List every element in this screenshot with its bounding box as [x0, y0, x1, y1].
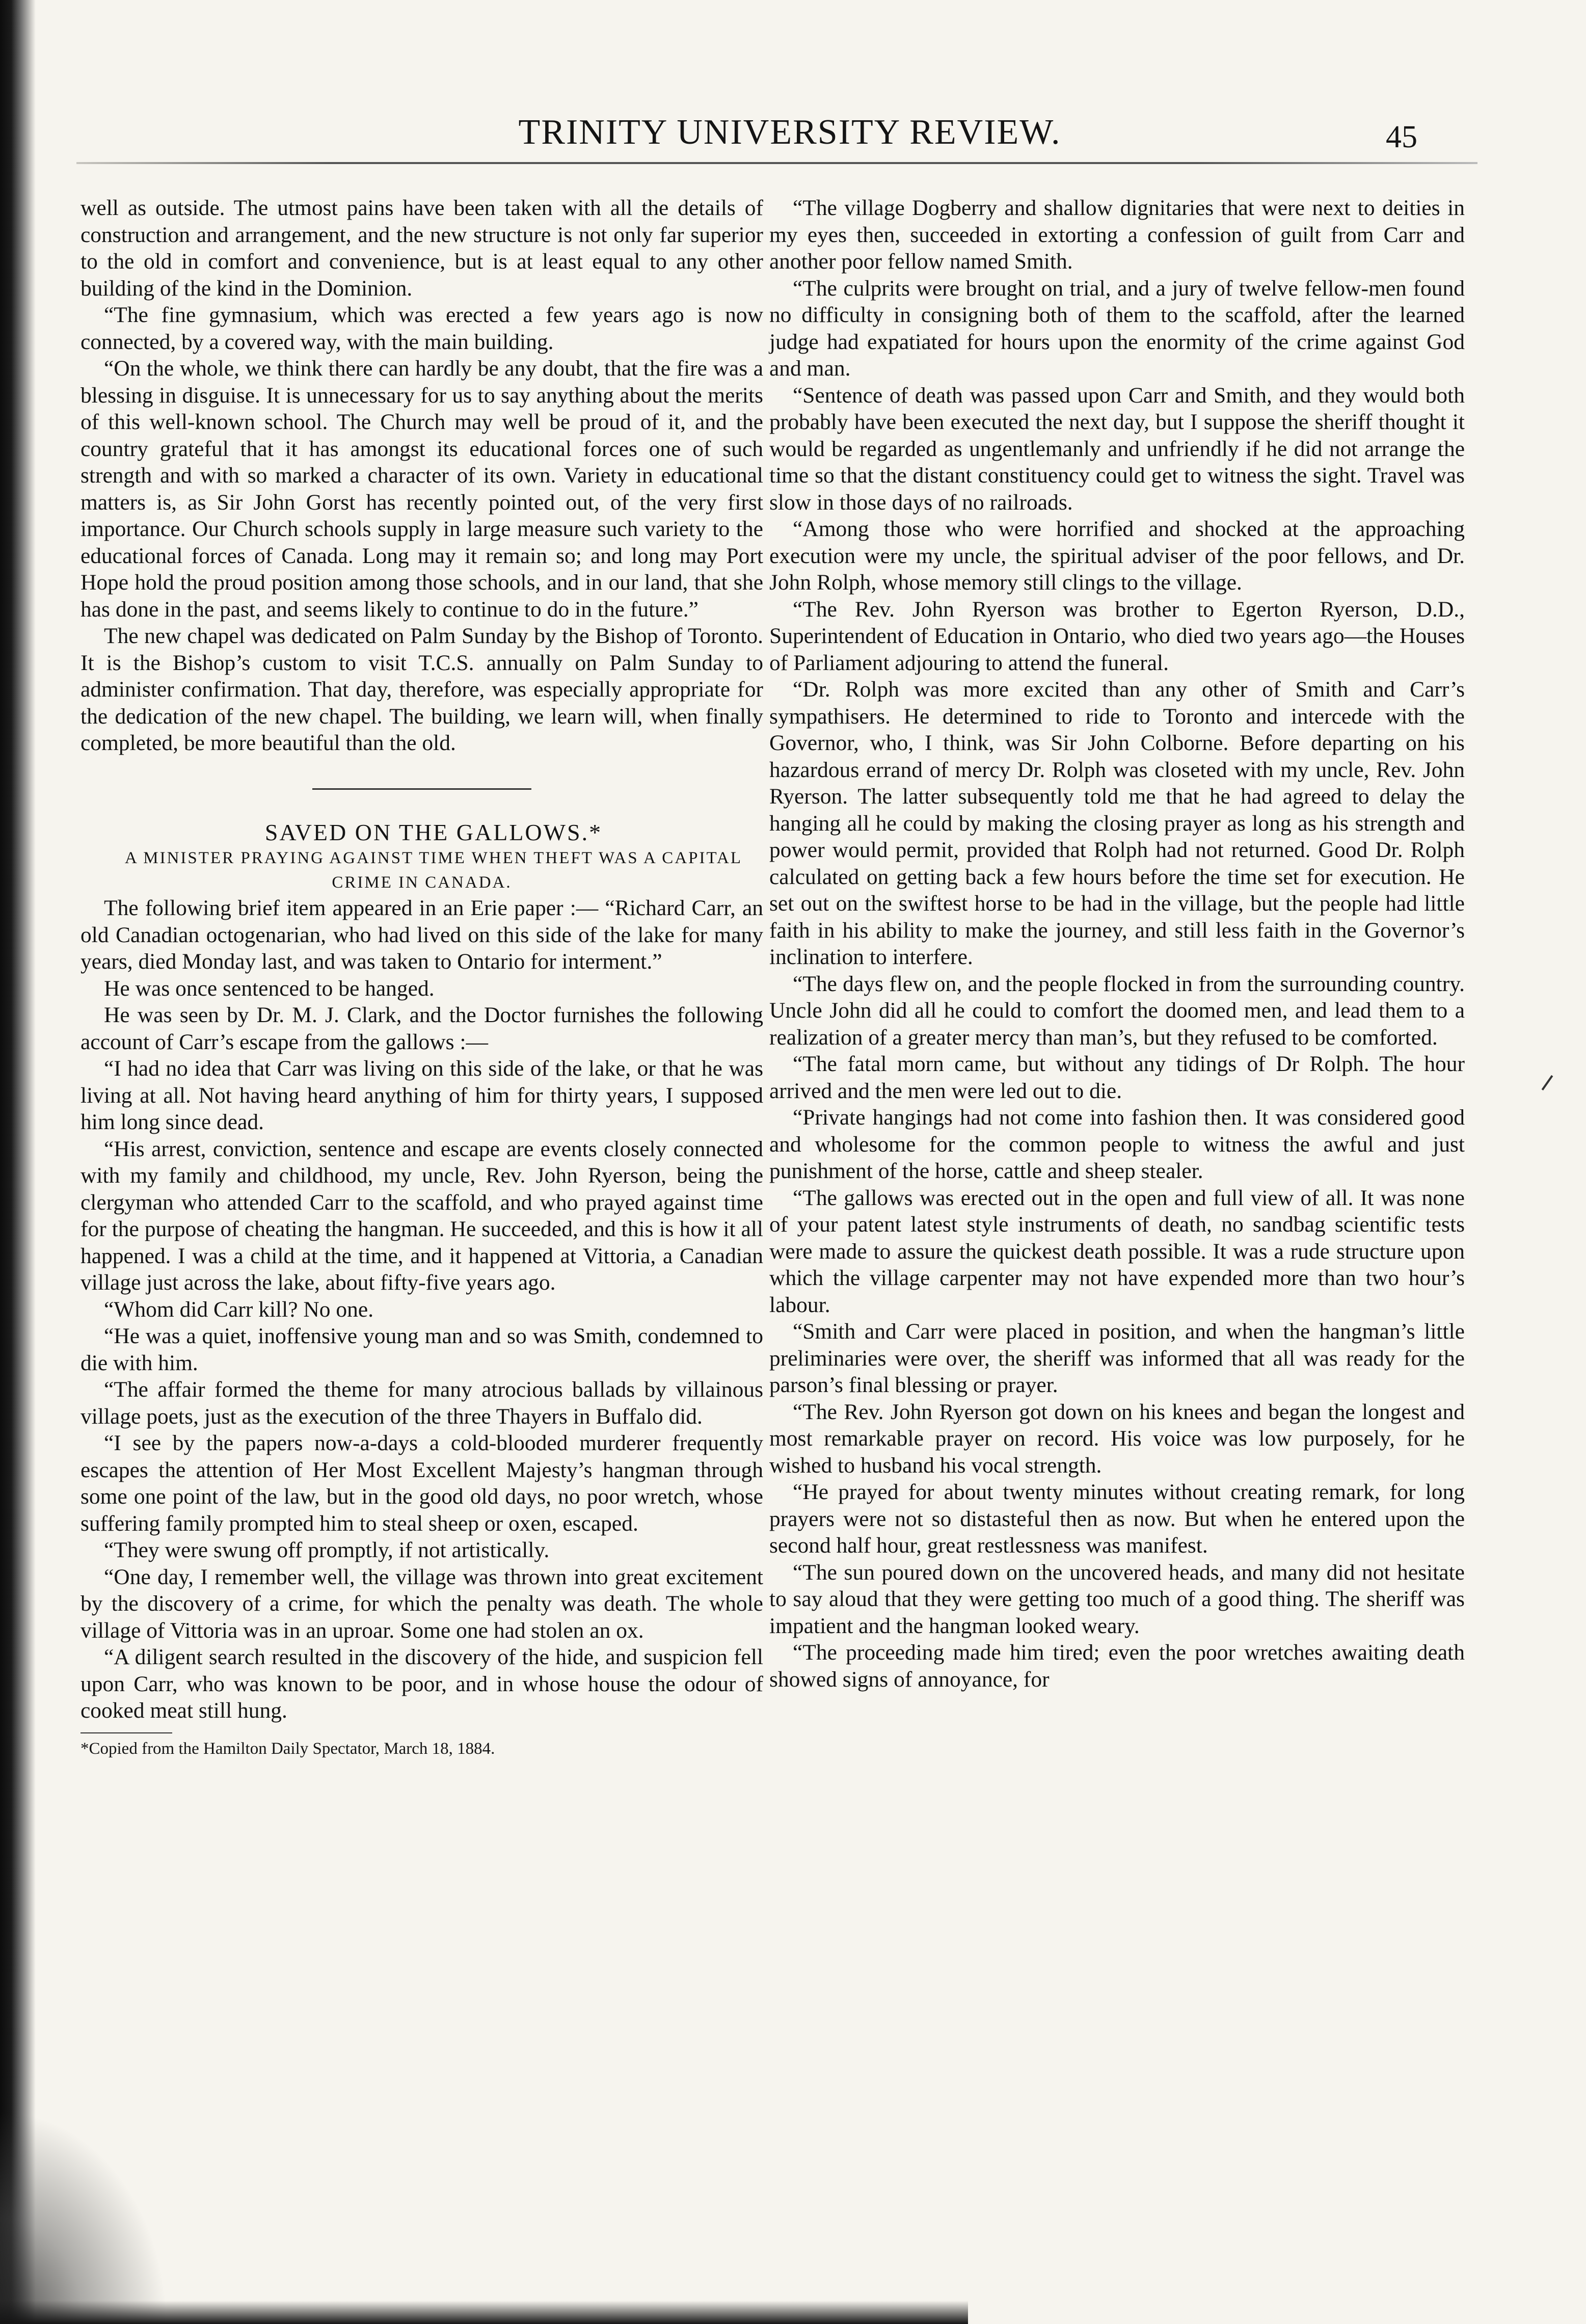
- paragraph: “I had no idea that Carr was living on this side of the lake, or that he was living at all. Not having heard anything of him for thirty years, I supposed him long since dead.: [80, 1056, 763, 1134]
- paragraph: The following brief item appeared in an Erie paper :— “Richard Carr, an old Canadian octogenarian, who had lived on this side of the lake for many years, died Monday last, and was taken to Ontario for interment.”: [80, 896, 763, 974]
- footnote: *Copied from the Hamilton Daily Spectator, March 18, 1884.: [80, 1739, 495, 1758]
- paragraph: “Private hangings had not come into fashion then. It was considered good and wholesome for the common people to witness the awful and just punishment of the horse, cattle and sheep stealer.: [769, 1105, 1465, 1183]
- paragraph: “The village Dogberry and shallow dignitaries that were next to deities in my eyes then, succeeded in extorting a confession of guilt from Carr and another poor fellow named Smith.: [769, 196, 1465, 274]
- margin-pen-mark: [1542, 1075, 1553, 1090]
- corner-shadow: [0, 2110, 168, 2324]
- article-title: SAVED ON THE GALLOWS.*: [264, 819, 603, 845]
- paragraph: “His arrest, conviction, sentence and escape are events closely connected with my family and childhood, my uncle, Rev. John Ryerson, being the clergyman who attended Carr to the scaffold, and who prayed against time for the purpose of cheating the hangman. He succeeded, and this is how it all happened. I was a child at the time, and it happened at Vittoria, a Canadian village just across the lake, about fifty-five years ago.: [80, 1136, 763, 1295]
- paragraph: “I see by the papers now-a-days a cold-blooded murderer frequently escapes the attention of Her Most Excellent Majesty’s hangman through some one point of the law, but in the good old days, no poor wretch, whose suffering family prompted him to steal sheep or oxen, escaped.: [80, 1431, 763, 1536]
- running-head: [0, 112, 1586, 158]
- paragraph: “The proceeding made him tired; even the poor wretches awaiting death showed signs of annoyance, for: [769, 1640, 1465, 1692]
- paragraph: “The fine gymnasium, which was erected a few years ago is now connected, by a covered way, with the main building.: [80, 303, 763, 354]
- page-number: 45: [1386, 120, 1417, 154]
- paragraph: “The Rev. John Ryerson was brother to Egerton Ryerson, D.D., Superintendent of Education in Ontario, who died two years ago—the Houses of Parliament adjouring to attend the funeral.: [769, 597, 1465, 675]
- bottom-edge-shadow: [0, 2301, 968, 2324]
- paragraph: “The affair formed the theme for many atrocious ballads by villainous village poets, just as the execution of the three Thayers in Buffalo did.: [80, 1377, 763, 1429]
- paragraph: “The sun poured down on the uncovered heads, and many did not hesitate to say aloud that they were getting too much of a good thing. The sheriff was impatient and the hangman looked weary.: [769, 1560, 1465, 1638]
- paragraph: “Among those who were horrified and shocked at the approaching execution were my uncle, the spiritual adviser of the poor fellows, and Dr. John Rolph, whose memory still clings to the village.: [769, 517, 1465, 595]
- paragraph: “A diligent search resulted in the discovery of the hide, and suspicion fell upon Carr, who was known to be poor, and in whose house the odour of cooked meat still hung.: [80, 1645, 763, 1723]
- paragraph: “They were swung off promptly, if not artistically.: [104, 1538, 550, 1562]
- article-subtitle: A MINISTER PRAYING AGAINST TIME WHEN THEFT WAS A CAPITAL CRIME IN CANADA.: [125, 849, 742, 892]
- paragraph: “The fatal morn came, but without any tidings of Dr Rolph. The hour arrived and the men were led out to die.: [769, 1052, 1465, 1103]
- paragraph: “He was a quiet, inoffensive young man and so was Smith, condemned to die with him.: [80, 1324, 763, 1375]
- paragraph: The new chapel was dedicated on Palm Sunday by the Bishop of Toronto. It is the Bishop’s custom to visit T.C.S. annually on Palm Sunday to administer confirmation. That day, therefore, was especially appropriate for the dedication of the new chapel. The building, we learn will, when finally completed, be more beautiful than the old.: [80, 624, 763, 755]
- section-divider: [312, 788, 531, 790]
- binding-shadow: [0, 0, 36, 2324]
- paragraph: He was seen by Dr. M. J. Clark, and the Doctor furnishes the following account of Carr’s escape from the gallows :—: [80, 1003, 763, 1054]
- header-rule: [76, 162, 1477, 164]
- paragraph: “Dr. Rolph was more excited than any other of Smith and Carr’s sympathisers. He determined to ride to Toronto and intercede with the Governor, who, I think, was Sir John Colborne. Before departing on his hazardous errand of mercy Dr. Rolph was closeted with my uncle, Rev. John Ryerson. The latter subsequently told me that he had agreed to delay the hanging all he could by making the closing prayer as long as his strength and power would permit, provided that Rolph had not returned. Good Dr. Rolph calculated on getting back a few hours before the time set for execution. He set out on the swiftest horse to be had in the village, but the people had little faith in his ability to make the journey, and still less faith in the Governor’s inclination to interfere.: [769, 677, 1465, 969]
- journal-title: TRINITY UNIVERSITY REVIEW.: [518, 113, 1061, 152]
- paragraph: “The Rev. John Ryerson got down on his knees and began the longest and most remarkable prayer on record. His voice was low purposely, for he wished to husband his vocal strength.: [769, 1399, 1465, 1478]
- paragraph: “Smith and Carr were placed in position, and when the hangman’s little preliminaries were over, the sheriff was informed that all was ready for the parson’s final blessing or prayer.: [769, 1319, 1465, 1397]
- paragraph: “Whom did Carr kill? No one.: [104, 1297, 374, 1322]
- left-column: [80, 195, 763, 1760]
- right-column: [769, 195, 1465, 1693]
- paragraph: “One day, I remember well, the village was thrown into great excitement by the discovery of a crime, for which the penalty was death. The whole village of Vittoria was in an uproar. Some one had stolen an ox.: [80, 1564, 763, 1643]
- paragraph: “On the whole, we think there can hardly be any doubt, that the fire was a blessing in disguise. It is unnecessary for us to say anything about the merits of this well-known school. The Church may well be proud of it, and the country grateful that it has amongst its educational forces one of such strength and with so marked a character of its own. Variety in educational matters is, as Sir John Gorst has recently pointed out, of the very first importance. Our Church schools supply in large measure such variety to the educational forces of Canada. Long may it remain so; and long may Port Hope hold the proud position among those schools, and in our land, that she has done in the past, and seems likely to continue to do in the future.”: [80, 356, 763, 622]
- paragraph: “He prayed for about twenty minutes without creating remark, for long prayers were not so distasteful then as now. But when he entered upon the second half hour, great restlessness was manifest.: [769, 1480, 1465, 1558]
- footnote-rule: [80, 1732, 172, 1733]
- paragraph: He was once sentenced to be hanged.: [104, 976, 435, 1001]
- paragraph: well as outside. The utmost pains have been taken with all the details of construction and arrangement, and the new structure is not only far superior to the old in comfort and convenience, but is at least equal to any other building of the kind in the Dominion.: [80, 196, 763, 301]
- paragraph: “The culprits were brought on trial, and a jury of twelve fellow-men found no difficulty in consigning both of them to the scaffold, after the learned judge had expatiated for hours upon the enormity of the crime against God and man.: [769, 276, 1465, 381]
- paragraph: “The days flew on, and the people flocked in from the surrounding country. Uncle John did all he could to comfort the doomed men, and lead them to a realization of a greater mercy than man’s, but they refused to be comforted.: [769, 971, 1465, 1050]
- paragraph: “Sentence of death was passed upon Carr and Smith, and they would both probably have been executed the next day, but I suppose the sheriff thought it would be regarded as ungentlemanly and unfriendly if he did not arrange the time so that the distant constituency could get to witness the sight. Travel was slow in those days of no railroads.: [769, 383, 1465, 515]
- paragraph: “The gallows was erected out in the open and full view of all. It was none of your patent latest style instruments of death, no sandbag scientific tests were made to assure the quickest death possible. It was a rude structure upon which the village carpenter may not have expended more than two hour’s labour.: [769, 1185, 1465, 1317]
